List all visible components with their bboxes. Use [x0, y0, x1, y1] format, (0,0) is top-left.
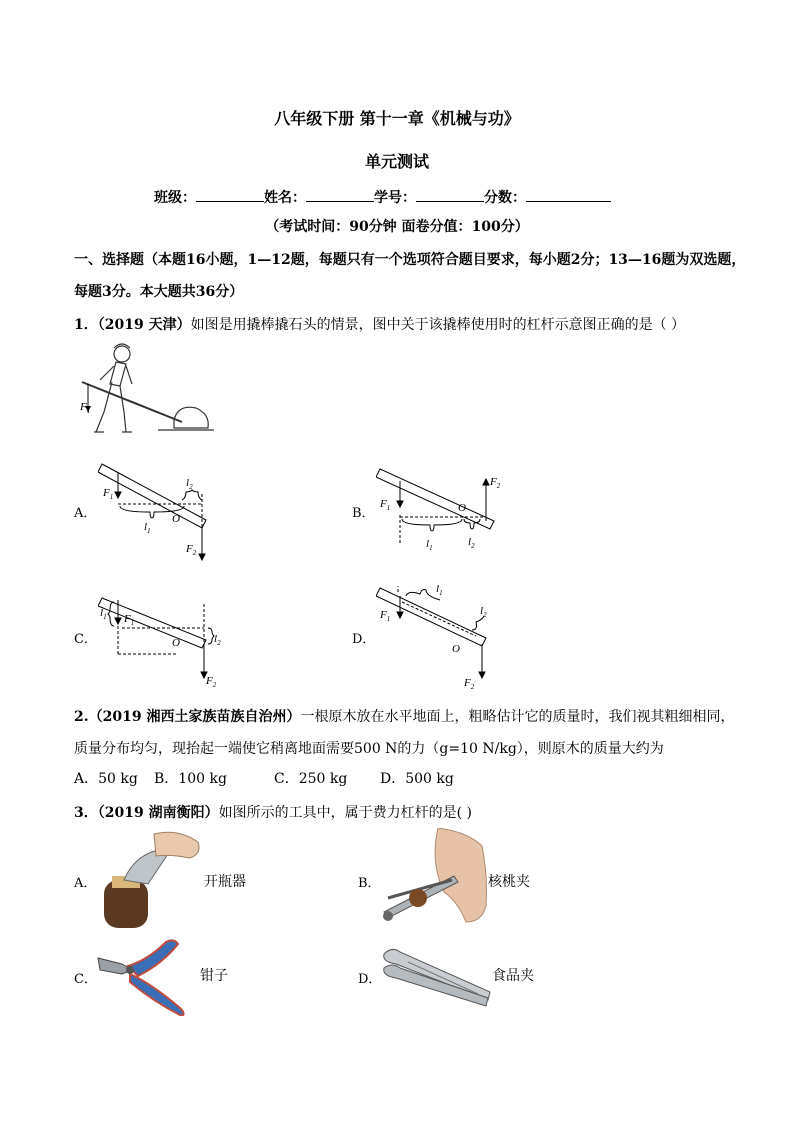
- c-l1-label: l: [100, 607, 104, 619]
- b-f1-label: F: [380, 498, 387, 510]
- c-f1-label: F: [124, 613, 131, 625]
- q1-option-b-label[interactable]: B．: [352, 506, 375, 521]
- q1-option-a-label[interactable]: A．: [74, 506, 97, 521]
- svg-text:F2: $F_2$: [464, 677, 475, 690]
- exam-info: （考试时间：90分钟 面卷分值：100分）: [265, 219, 529, 235]
- question-number: 1．: [74, 317, 98, 333]
- d-pivot-label: O: [452, 643, 460, 655]
- q3-option-a-name: 开瓶器: [204, 874, 246, 890]
- a-f2-label: F: [186, 543, 193, 555]
- svg-text:l1: $l_1$: [436, 583, 443, 597]
- class-blank[interactable]: [196, 187, 264, 202]
- svg-text:F1: $F_1$: [124, 613, 135, 627]
- q2-option-d[interactable]: D．500 kg: [380, 771, 454, 787]
- svg-text:F2: $F_2$: [186, 543, 197, 557]
- b-pivot-label: O: [458, 502, 466, 514]
- question-number: 3．: [74, 805, 98, 821]
- scene-f1-label: F: [80, 401, 87, 413]
- q1-option-c-label[interactable]: C．: [74, 632, 97, 647]
- question-text: 一根原木放在水平地面上，粗略估计它的质量时，我们视其粗细相同，: [300, 709, 735, 725]
- question-number: 2.: [74, 709, 89, 725]
- page-title: 八年级下册 第十一章《机械与功》: [274, 109, 520, 128]
- svg-text:l2: $l_2$: [468, 536, 475, 550]
- score-label: 分数：: [484, 190, 526, 206]
- svg-text:l1: $l_1$: [144, 521, 151, 535]
- c-f2-label: F: [206, 675, 213, 687]
- svg-text:l1: $l_1$: [100, 607, 107, 621]
- d-l2-label: l: [480, 605, 484, 617]
- svg-text:l2: $l_2$: [214, 633, 221, 647]
- a-l1-label: l: [144, 521, 148, 533]
- q2-option-c[interactable]: C．250 kg: [274, 771, 348, 787]
- svg-text:F2: $F_2$: [206, 675, 217, 688]
- question-2-line2: 质量分布均匀，现抬起一端使它稍离地面需要500 N的力（g=10 N/kg），则原木的质量大约为: [74, 741, 664, 757]
- student-id-blank[interactable]: [416, 187, 484, 202]
- score-blank[interactable]: [526, 187, 611, 202]
- question-source: （2019 湖南衡阳）: [97, 805, 219, 821]
- q1-option-a-diagram[interactable]: [98, 460, 218, 570]
- section-heading-line1: 一、选择题（本题16小题，1—12题，每题只有一个选项符合题目要求，每小题2分；13—16题为双选题，: [74, 252, 746, 268]
- question-source: （2019 天津）: [97, 317, 191, 333]
- svg-text:F1: $F_1$: [103, 487, 114, 501]
- question-text: 如图是用撬棒撬石头的情景，图中关于该撬棒使用时的杠杆示意图正确的是（ ）: [190, 317, 686, 333]
- q3-option-d-label[interactable]: D．: [358, 972, 382, 987]
- section-heading-line2: 每题3分。本大题共36分）: [74, 284, 244, 300]
- c-pivot-label: O: [172, 637, 180, 649]
- q3-option-b-name: 核桃夹: [488, 874, 530, 890]
- a-f1-label: F: [103, 487, 110, 499]
- svg-text:l2: $l_2$: [480, 605, 487, 619]
- svg-text:F2: $F_2$: [490, 476, 501, 490]
- q3-option-c-name: 钳子: [200, 968, 228, 984]
- a-l2-label: l: [186, 477, 190, 489]
- page-subtitle: 单元测试: [364, 152, 429, 171]
- q2-option-a[interactable]: A．50 kg: [74, 771, 138, 787]
- q1-option-b-diagram[interactable]: [376, 465, 516, 557]
- question-2-line1: [74, 707, 734, 727]
- svg-text:F1: $F_1$: [380, 498, 391, 512]
- name-blank[interactable]: [306, 187, 374, 202]
- pliers-image: [94, 936, 198, 1016]
- q1-option-d-diagram[interactable]: [376, 578, 496, 690]
- bottle-opener-image: [94, 830, 204, 930]
- q3-option-d-name: 食品夹: [492, 968, 534, 984]
- question-text: 如图所示的工具中，属于费力杠杆的是( ): [218, 805, 472, 821]
- b-l2-label: l: [468, 536, 472, 548]
- q2-option-b[interactable]: B．100 kg: [154, 771, 227, 787]
- question-1: [74, 315, 685, 335]
- svg-text:F1: $F_1$: [380, 609, 391, 623]
- food-tongs-image: [378, 940, 492, 1010]
- d-f2-label: F: [464, 677, 471, 689]
- student-id-label: 学号：: [374, 190, 416, 206]
- class-label: 班级：: [154, 190, 196, 206]
- q1-option-c-diagram[interactable]: [98, 570, 228, 688]
- c-l2-label: l: [214, 633, 218, 645]
- question-source: （2019 湘西土家族苗族自治州）: [88, 709, 301, 725]
- svg-text:F1: $F_1$: [80, 401, 91, 415]
- svg-text:l2: $l_2$: [186, 477, 193, 491]
- a-pivot-label: O: [172, 513, 180, 525]
- q1-option-d-label[interactable]: D．: [352, 632, 376, 647]
- nutcracker-image: [378, 828, 490, 928]
- q3-option-c-label[interactable]: C．: [74, 972, 97, 987]
- q3-option-b-label[interactable]: B．: [358, 876, 381, 891]
- b-l1-label: l: [426, 538, 430, 550]
- student-info-fields: [154, 187, 611, 208]
- crowbar-scene-image: [78, 342, 218, 440]
- svg-text:l1: $l_1$: [426, 538, 433, 552]
- question-3: [74, 803, 472, 823]
- d-l1-label: l: [436, 583, 440, 595]
- name-label: 姓名：: [264, 190, 306, 206]
- q3-option-a-label[interactable]: A．: [74, 876, 97, 891]
- b-f2-label: F: [490, 476, 497, 488]
- d-f1-label: F: [380, 609, 387, 621]
